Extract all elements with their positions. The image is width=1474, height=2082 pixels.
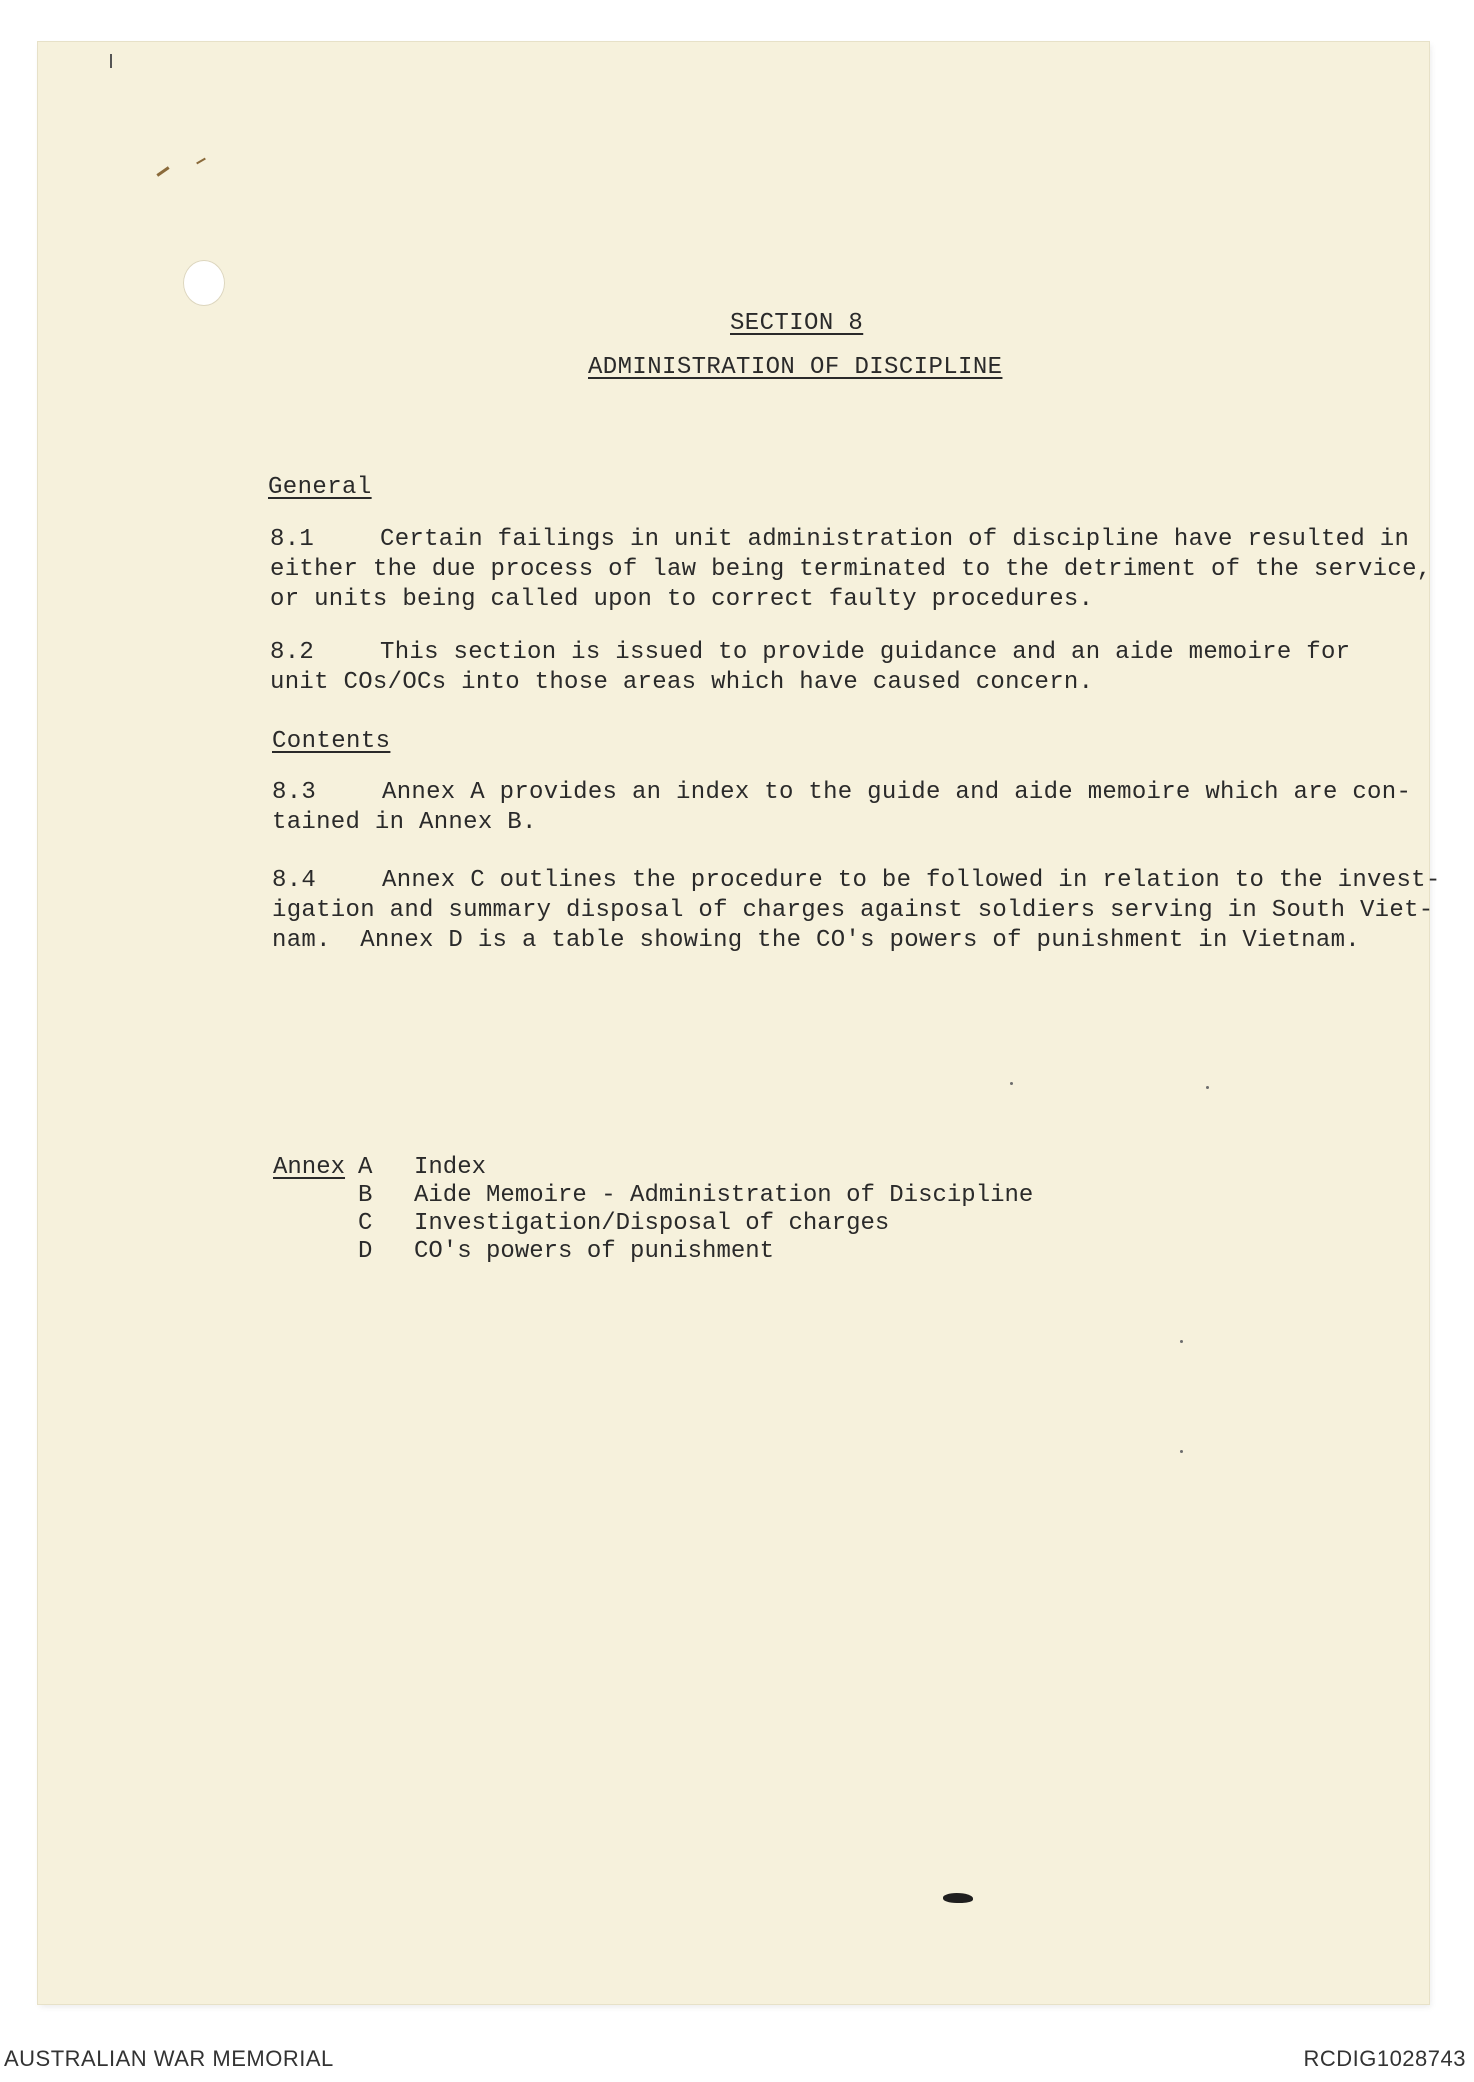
paper-speck <box>1180 1450 1183 1453</box>
annex-letter: C <box>358 1210 373 1237</box>
annex-title: Aide Memoire - Administration of Discipline <box>414 1182 1034 1209</box>
paragraph-number: 8.1 <box>270 526 315 553</box>
paper-speck <box>1010 1082 1013 1085</box>
paper-speck <box>1180 1340 1183 1343</box>
paragraph-line: either the due process of law being terminated to the detriment of the service, <box>270 556 1432 583</box>
general-heading: General <box>268 474 372 501</box>
annex-title: CO's powers of punishment <box>414 1238 775 1265</box>
annex-letter: A <box>358 1154 373 1181</box>
paper-mark <box>196 158 206 165</box>
paragraph-line: nam. Annex D is a table showing the CO's powers of punishment in Vietnam. <box>272 927 1360 954</box>
paragraph-line: unit COs/OCs into those areas which have caused concern. <box>270 669 1094 696</box>
section-title: ADMINISTRATION OF DISCIPLINE <box>588 354 1003 381</box>
paper-mark <box>110 54 112 68</box>
paper-speck <box>1206 1086 1209 1089</box>
paragraph-8-2 <box>270 638 1350 698</box>
annex-title: Investigation/Disposal of charges <box>414 1210 890 1237</box>
paper-mark <box>156 166 169 176</box>
paragraph-8-4 <box>272 866 1441 956</box>
paragraph-line: Certain failings in unit administration of discipline have resulted in <box>380 526 1410 553</box>
paragraph-line: Annex C outlines the procedure to be followed in relation to the invest- <box>382 867 1441 894</box>
footer-institution: AUSTRALIAN WAR MEMORIAL <box>4 2046 334 2071</box>
ink-blot <box>943 1893 973 1903</box>
paragraph-number: 8.4 <box>272 867 317 894</box>
paragraph-8-3 <box>272 778 1411 838</box>
annex-title: Index <box>414 1154 487 1181</box>
paragraph-number: 8.2 <box>270 639 315 666</box>
paragraph-8-1 <box>270 525 1431 615</box>
section-heading: SECTION 8 <box>730 310 864 337</box>
paragraph-line: Annex A provides an index to the guide and aide memoire which are con- <box>382 779 1412 806</box>
paragraph-number: 8.3 <box>272 779 317 806</box>
paragraph-line: tained in Annex B. <box>272 809 537 836</box>
footer-record-id: RCDIG1028743 <box>1303 2046 1466 2071</box>
paragraph-line: igation and summary disposal of charges against soldiers serving in South Viet- <box>272 897 1434 924</box>
punch-hole <box>183 260 225 306</box>
annex-letter: B <box>358 1182 373 1209</box>
contents-heading: Contents <box>272 728 391 755</box>
annex-label: Annex <box>273 1154 346 1181</box>
paragraph-line: This section is issued to provide guidance and an aide memoire for <box>380 639 1351 666</box>
paragraph-line: or units being called upon to correct faulty procedures. <box>270 586 1094 613</box>
annex-letter: D <box>358 1238 373 1265</box>
